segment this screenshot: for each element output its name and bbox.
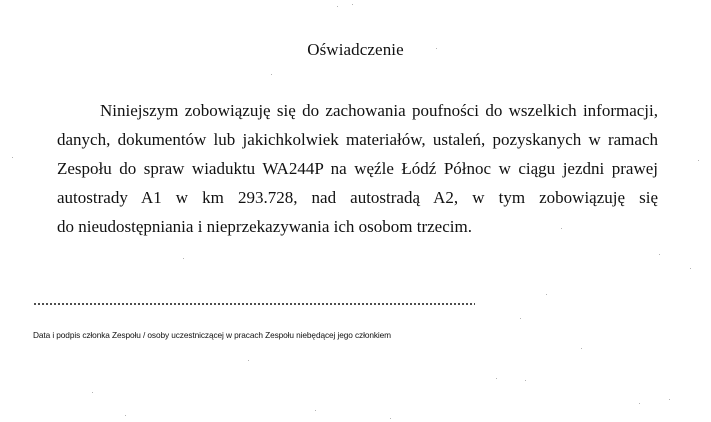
document-title: Oświadczenie: [307, 40, 404, 59]
statement-line: autostrady A1 w km 293.728, nad autostradą A2, w tym zobowiązuję się: [57, 188, 658, 207]
signature-caption: Data i podpis członka Zespołu / osoby uczestniczącej w pracach Zespołu niebędącej jego członkiem: [33, 330, 391, 340]
statement-line: Niniejszym zobowiązuję się do zachowania poufności do wszelkich informacji,: [100, 101, 658, 120]
statement-line: danych, dokumentów lub jakichkolwiek materiałów, ustaleń, pozyskanych w ramach: [57, 130, 658, 149]
signature-dotted-line: [33, 303, 475, 305]
statement-line: do nieudostępniania i nieprzekazywania ich osobom trzecim.: [57, 217, 472, 236]
statement-paragraph: [57, 96, 658, 241]
statement-line: Zespołu do spraw wiaduktu WA244P na węźle Łódź Północ w ciągu jezdni prawej: [57, 159, 658, 178]
